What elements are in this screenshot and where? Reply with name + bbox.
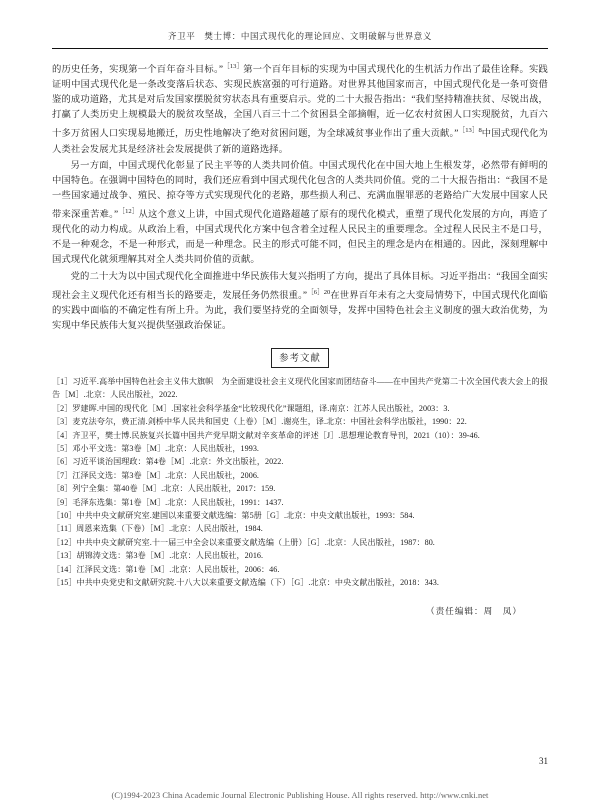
references-heading-wrap — [52, 348, 548, 368]
list-item: ［7］江泽民文选：第3卷［M］.北京：人民出版社，2006. — [52, 470, 259, 480]
list-item: ［6］习近平谈治国理政：第4卷［M］.北京：外文出版社，2022. — [52, 457, 284, 467]
paragraph: 党的二十大为以中国式现代化全面推进中华民族伟大复兴指明了方向，提出了具体目标。习近平指出：“我国全面实现社会主义现代化还有相当长的路要走，发展任务仍然很重。”$^{[6]20}$在世界百年未有之大变局情势下，中国式现代化面临的实践中面临的不确定性有所上升。为此，我们要坚持党的全面领导，发挥中国特色社会主义制度的强大政治优势，为实现中华民族伟大复兴提供坚强政治保证。 — [52, 271, 549, 331]
footer-url: http://www.cnki.net — [420, 791, 489, 800]
list-item: ［15］中共中央党史和文献研究院.十八大以来重要文献选编（下）［G］.北京：中央文献出版社，2018：343. — [52, 578, 439, 588]
list-item: ［3］麦克法夸尔，费正清.剑桥中华人民共和国史（上卷）［M］.谢亮生，译.北京：中国社会科学出版社，1990：22. — [52, 417, 467, 427]
list-item: ［12］中共中央文献研究室.十一届三中全会以来重要文献选编（上册）［G］.北京：人民出版社，1987：80. — [52, 537, 435, 547]
list-item: ［11］周恩来选集（下卷）［M］.北京：人民出版社，1984. — [52, 524, 263, 534]
list-item: ［8］列宁全集：第40卷［M］.北京：人民出版社，2017：159. — [52, 484, 276, 494]
list-item: ［1］习近平.高举中国特色社会主义伟大旗帜 为全面建设社会主义现代化国家而团结奋斗——在中国共产党第二十次全国代表大会上的报告［M］.北京：人民出版社，2022. — [52, 376, 548, 400]
list-item: ［10］中共中央文献研究室.建国以来重要文献选编：第5册［G］.北京：中央文献出版社，1993：584. — [52, 511, 415, 521]
article-body — [52, 59, 548, 334]
header-rule — [52, 48, 548, 49]
list-item: ［5］邓小平文选：第3卷［M］.北京：人民出版社，1993. — [52, 444, 259, 453]
list-item: ［4］齐卫平，樊士博.民族复兴长篇中国共产党早期文献对辛亥革命的评述［J］.思想理论教育导刊，2021（10）：39-46. — [52, 430, 480, 440]
footer-watermark — [0, 791, 600, 800]
footer-copyright: (C)1994-2023 China Academic Journal Electronic Publishing House. All rights reserved. — [111, 791, 418, 800]
references-heading: 参考文献 — [271, 348, 329, 368]
list-item: ［14］江泽民文选：第1卷［M］.北京：人民出版社，2006：46. — [52, 564, 280, 574]
list-item: ［9］毛泽东选集：第1卷［M］.北京：人民出版社，1991：1437. — [52, 497, 284, 507]
paragraph: 的历史任务，实现第一个百年奋斗目标。”$^{[13]}$第一个百年目标的实现为中国式现代化的生机活力作出了最佳诠释。实践证明中国式现代化是一条改变落后状态、实现民族富强的可行道路。对世界其他国家而言，中国式现代化是一条可资借鉴的成功道路，尤其是对后发国家摆脱贫穷状态具有重要启示。党的二十大报告指出：“我们坚持精准扶贫、尽锐出战，打赢了人类历史上规模最大的脱贫攻坚战，全国八百三十二个贫困县全部摘帽，近一亿农村贫困人口实现脱贫，九百六十多万贫困人口实现易地搬迁，历史性地解决了绝对贫困问题，为全球减贫事业作出了重大贡献。”$^{[13]8}$中国式现代化为人类社会发展尤其是经济社会发展提供了新的道路选择。 — [52, 63, 549, 155]
list-item: ［13］胡锦涛文选：第3卷［M］.北京：人民出版社，2016. — [52, 551, 264, 561]
page-number: 31 — [539, 756, 548, 766]
list-item: ［2］罗建晖.中国的现代化［M］.国家社会科学基金“比较现代化”课题组，译.南京：江苏人民出版社，2003：3. — [52, 403, 450, 413]
responsible-editor: （责任编辑：周 凤） — [426, 606, 522, 617]
running-head-title: 中国式现代化的理论回应、文明破解与世界意义 — [240, 31, 432, 41]
running-head-authors: 齐卫平 樊士博： — [168, 31, 241, 41]
reference-list — [52, 375, 548, 590]
paragraph: 另一方面，中国式现代化彰显了民主平等的人类共同价值。中国式现代化在中国大地上生根发芽，必然带有鲜明的中国特色。在强调中国特色的同时，我们还应看到中国式现代化包含的人类共同价值。党的二十大报告指出：“我国不是一些国家通过战争、殖民、掠夺等方式实现现代化的老路，那些损人利己、充满血腥罪恶的老路给广大发展中国家人民带来深重苦难。”$^{[12]}$从这个意义上讲，中国式现代化道路超越了原有的现代化模式，重塑了现代化发展的方向，再造了现代化的动力构成。从政治上看，中国式现代化方案中包含着全过程人民民主的重要理念。全过程人民民主不是口号，不是一种观念，不是一种形式，而是一种理念。民主的形式可能不同，但民主的理念是内在相通的。因此，深刻理解中国式现代化就须理解其对全人类共同价值的贡献。 — [52, 160, 549, 266]
running-head — [52, 30, 548, 48]
